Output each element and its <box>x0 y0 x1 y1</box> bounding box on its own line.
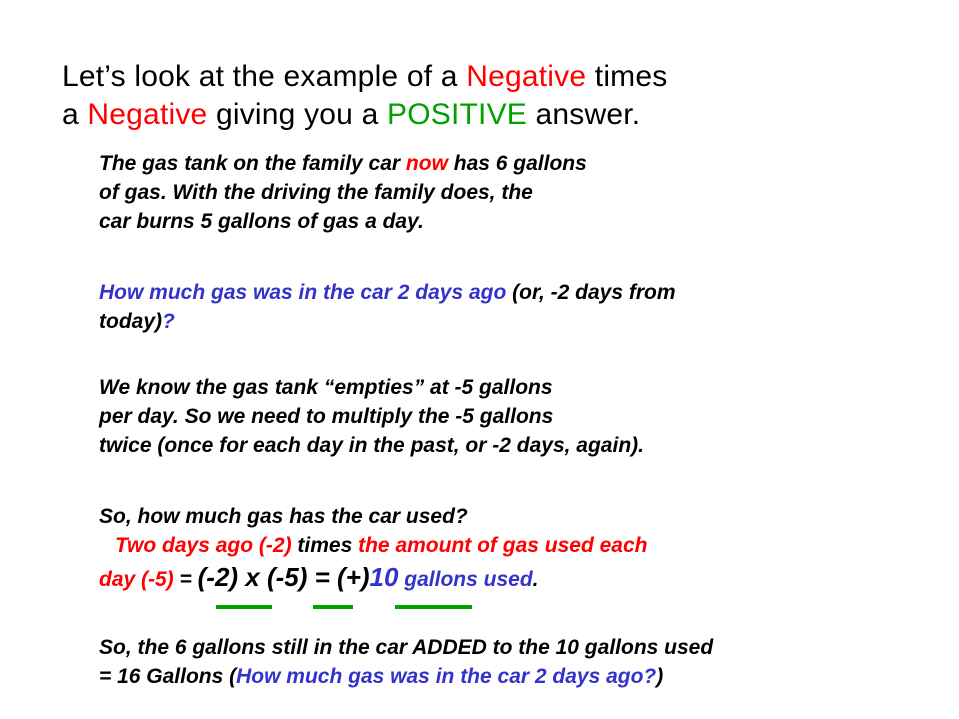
title-text: a <box>62 98 88 131</box>
equation-text: (-2) x (-5) = (+) <box>197 562 370 592</box>
negative-word: Negative <box>87 98 208 131</box>
conclusion-paragraph <box>99 633 713 691</box>
calculation-line-1: So, how much gas has the car used? <box>99 505 468 528</box>
conclusion-question: How much gas was in the car 2 days ago? <box>236 665 657 688</box>
explanation-paragraph <box>99 373 644 460</box>
positive-word: POSITIVE <box>387 98 527 131</box>
underline-minus-two <box>216 605 272 609</box>
negative-word: Negative <box>466 60 587 93</box>
period-text: . <box>532 568 539 591</box>
problem-text: The gas tank on the family car <box>99 152 406 175</box>
equals-text: = <box>173 568 198 591</box>
problem-line-2: of gas. With the driving the family does, the <box>99 181 533 204</box>
calculation-line-3 <box>99 563 648 594</box>
problem-line-3: car burns 5 gallons of gas a day. <box>99 210 424 233</box>
calculation-paragraph <box>99 502 648 594</box>
day-minus-five-text: day (-5) <box>99 568 174 591</box>
question-mark: ? <box>162 310 175 333</box>
gallons-used-text: gallons used <box>398 568 533 591</box>
explanation-line-2: per day. So we need to multiply the -5 gallons <box>99 405 554 428</box>
amount-used-text: the amount of gas used each <box>358 534 648 557</box>
question-text: How much gas was in the car 2 days ago <box>99 281 507 304</box>
question-aside: today) <box>99 310 162 333</box>
calculation-line-2 <box>99 531 648 560</box>
question-line-1 <box>99 278 676 307</box>
question-line-2 <box>99 307 676 336</box>
conclusion-line-2 <box>99 662 713 691</box>
slide-title <box>62 58 667 134</box>
times-text: times <box>291 534 359 557</box>
title-line-1 <box>62 58 667 96</box>
problem-text: has 6 gallons <box>447 152 587 175</box>
question-paragraph <box>99 278 676 336</box>
explanation-line-3: twice (once for each day in the past, or -2 days, again). <box>99 434 644 457</box>
now-word: now <box>405 152 448 175</box>
result-number: 10 <box>369 562 399 592</box>
two-days-ago-text: Two days ago (-2) <box>115 534 292 557</box>
underline-minus-five <box>313 605 353 609</box>
explanation-line-1: We know the gas tank “empties” at -5 gallons <box>99 376 553 399</box>
question-aside: (or, -2 days from <box>506 281 676 304</box>
conclusion-close-paren: ) <box>656 665 664 688</box>
conclusion-total: = 16 Gallons ( <box>99 665 237 688</box>
title-line-2 <box>62 96 667 134</box>
problem-line-1 <box>99 149 587 178</box>
title-text: times <box>586 60 668 93</box>
title-text: giving you a <box>207 98 388 131</box>
conclusion-line-1: So, the 6 gallons still in the car ADDED to the 10 gallons used <box>99 636 714 659</box>
title-text: answer. <box>527 98 641 131</box>
title-text: Let’s look at the example of a <box>62 60 467 93</box>
underline-result <box>395 605 472 609</box>
problem-paragraph <box>99 149 587 236</box>
